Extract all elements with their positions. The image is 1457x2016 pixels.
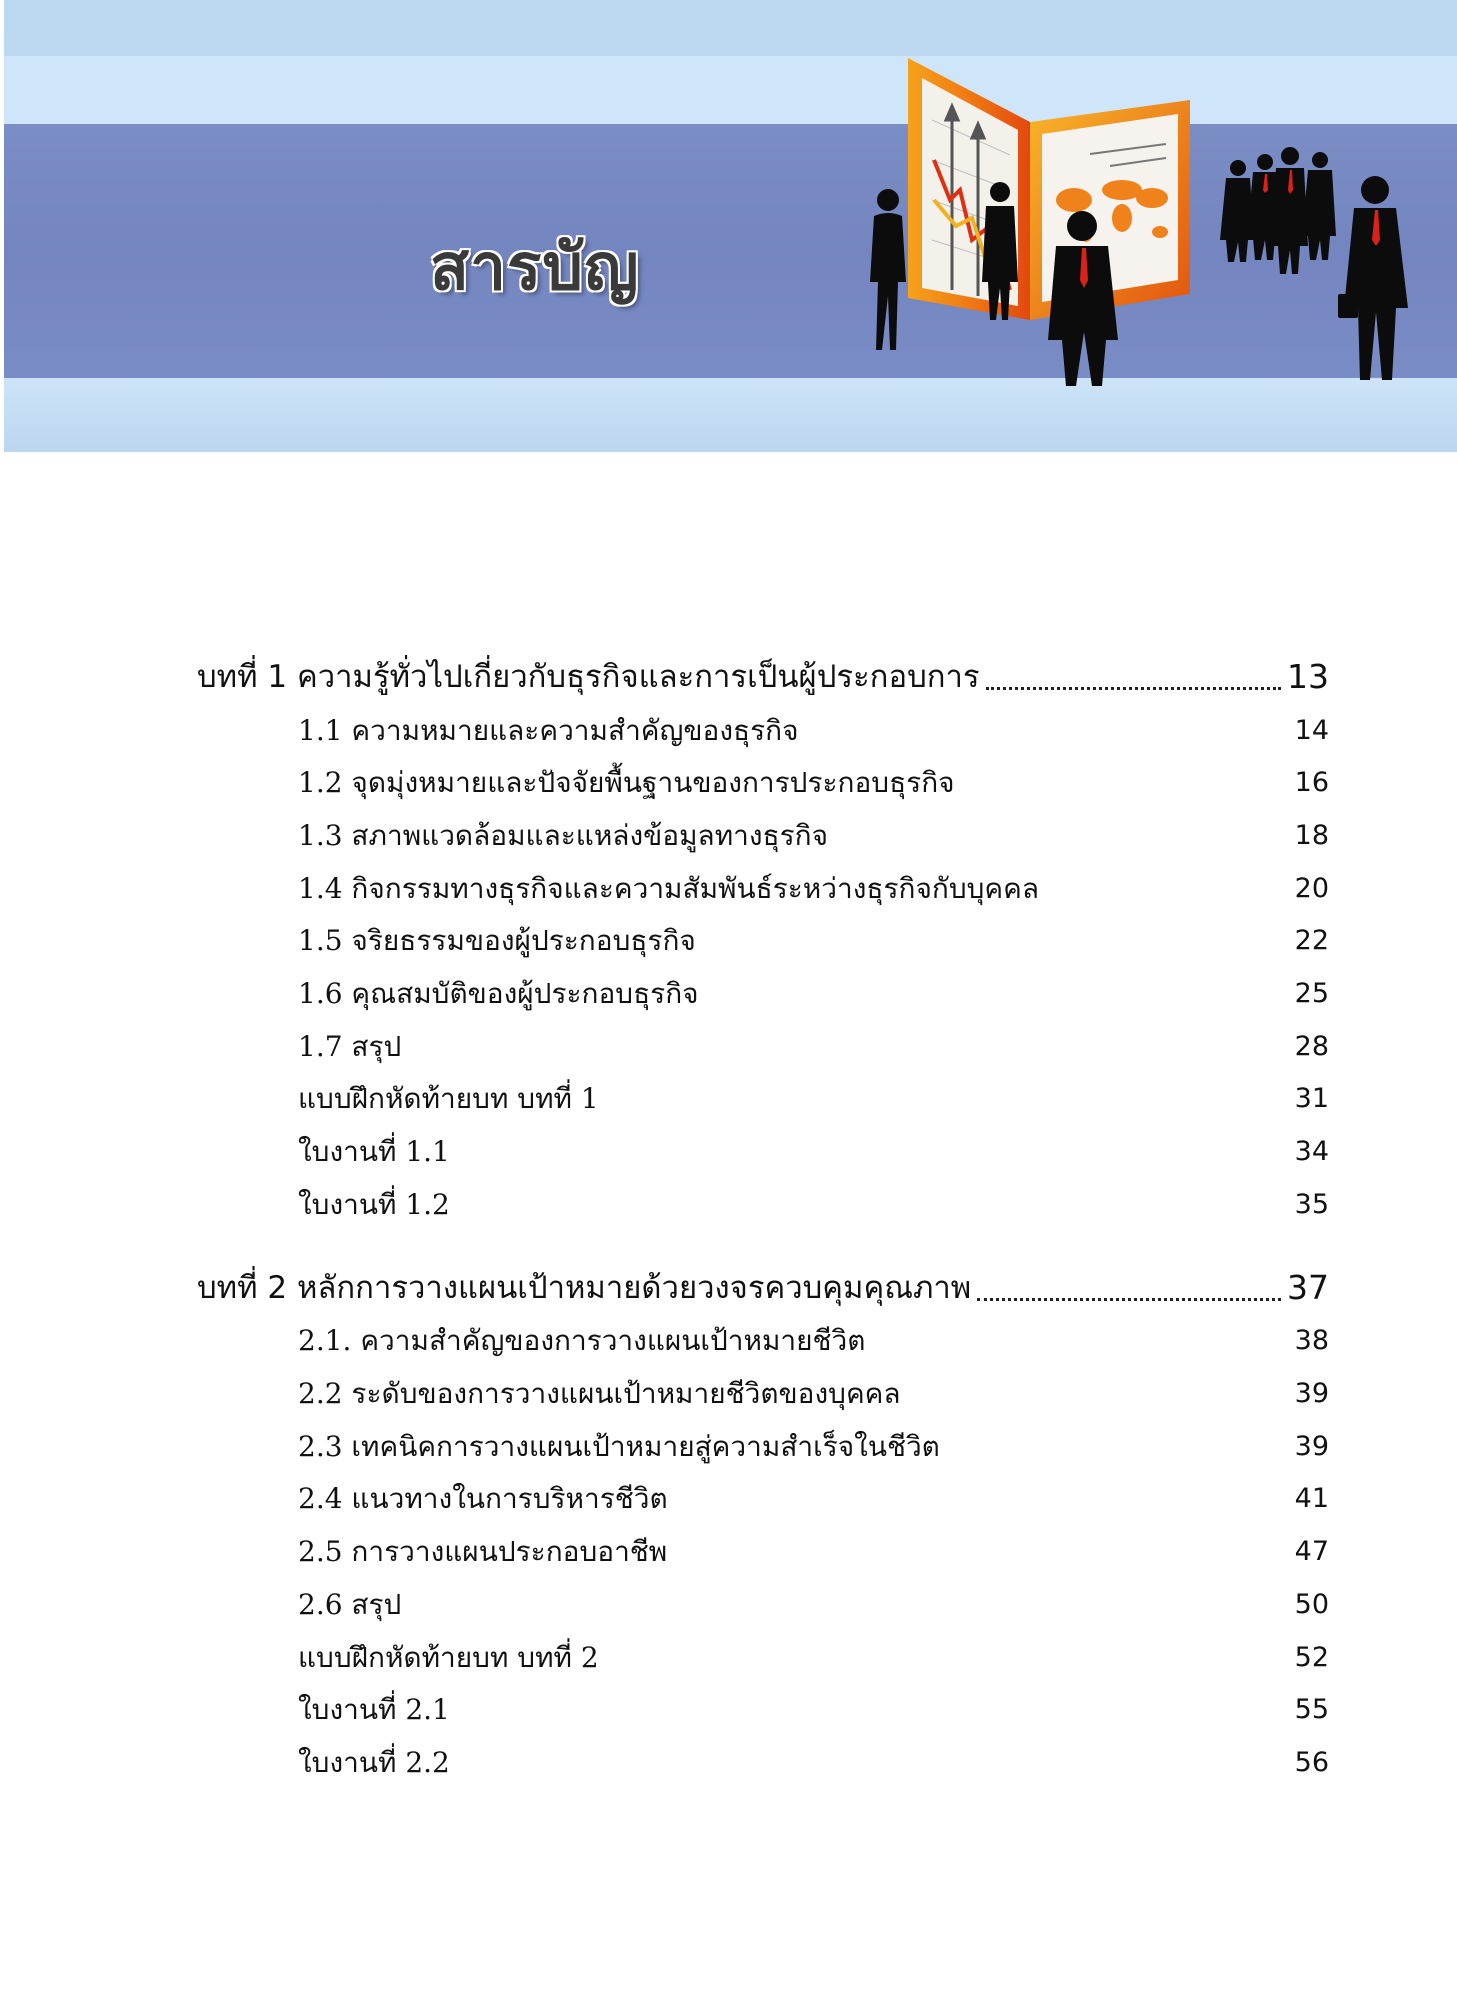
toc-item-label: แบบฝึกหัดท้ายบท บทที่ 1 bbox=[298, 1082, 599, 1115]
toc-item[interactable] bbox=[0, 1738, 1457, 1788]
dot-leader bbox=[977, 1298, 1281, 1301]
toc-item[interactable] bbox=[0, 1180, 1457, 1230]
toc-item[interactable] bbox=[0, 1127, 1457, 1177]
toc-item-label: 2.3 เทคนิคการวางแผนเป้าหมายสู่ความสำเร็จในชีวิต bbox=[298, 1430, 940, 1463]
toc-item-label: 1.2 จุดมุ่งหมายและปัจจัยพื้นฐานของการประกอบธุรกิจ bbox=[298, 766, 955, 799]
dot-leader bbox=[986, 687, 1281, 690]
page-number: 50 bbox=[1294, 1589, 1329, 1620]
toc-item-label: 1.3 สภาพแวดล้อมและแหล่งข้อมูลทางธุรกิจ bbox=[298, 819, 829, 852]
toc-item[interactable] bbox=[0, 1074, 1457, 1124]
toc-item-label: ใบงานที่ 2.2 bbox=[298, 1746, 450, 1779]
toc-chapter-1[interactable] bbox=[0, 652, 1457, 702]
toc-item-label: 2.4 แนวทางในการบริหารชีวิต bbox=[298, 1482, 668, 1515]
toc-item[interactable] bbox=[0, 1422, 1457, 1472]
business-people-illustration bbox=[860, 50, 1420, 410]
page-number: 47 bbox=[1294, 1536, 1329, 1567]
page-number: 38 bbox=[1294, 1325, 1329, 1356]
page-number: 14 bbox=[1294, 715, 1329, 746]
toc-item-label: ใบงานที่ 1.2 bbox=[298, 1188, 450, 1221]
page-number: 52 bbox=[1294, 1642, 1329, 1673]
page-number: 39 bbox=[1294, 1378, 1329, 1409]
toc-item[interactable] bbox=[0, 1369, 1457, 1419]
toc-item[interactable] bbox=[0, 1685, 1457, 1735]
chapter-title: บทที่ 1 ความรู้ทั่วไปเกี่ยวกับธุรกิจและการเป็นผู้ประกอบการ bbox=[197, 659, 980, 695]
page-number: 22 bbox=[1294, 925, 1329, 956]
page-number: 55 bbox=[1294, 1694, 1329, 1725]
page-title: สารบัญ bbox=[430, 231, 640, 305]
toc-item[interactable] bbox=[0, 1022, 1457, 1072]
toc-item-label: 1.6 คุณสมบัติของผู้ประกอบธุรกิจ bbox=[298, 977, 699, 1010]
page-number: 41 bbox=[1294, 1483, 1329, 1514]
toc-item-label: 1.7 สรุป bbox=[298, 1030, 402, 1063]
toc-item-label: ใบงานที่ 2.1 bbox=[298, 1693, 450, 1726]
toc-chapter-2[interactable] bbox=[0, 1263, 1457, 1313]
toc-item[interactable] bbox=[0, 811, 1457, 861]
toc-item-label: 1.4 กิจกรรมทางธุรกิจและความสัมพันธ์ระหว่างธุรกิจกับบุคคล bbox=[298, 872, 1039, 905]
toc-item-label: แบบฝึกหัดท้ายบท บทที่ 2 bbox=[298, 1641, 599, 1674]
page-number: 16 bbox=[1294, 767, 1329, 798]
page-number: 31 bbox=[1294, 1083, 1329, 1114]
page-number: 35 bbox=[1294, 1189, 1329, 1220]
toc-item[interactable] bbox=[0, 969, 1457, 1019]
toc-item[interactable] bbox=[0, 1633, 1457, 1683]
toc-item-label: 1.5 จริยธรรมของผู้ประกอบธุรกิจ bbox=[298, 924, 696, 957]
page-number: 13 bbox=[1287, 657, 1329, 696]
toc-item[interactable] bbox=[0, 1316, 1457, 1366]
page-number: 39 bbox=[1294, 1431, 1329, 1462]
page-number: 56 bbox=[1294, 1747, 1329, 1778]
toc-item-label: 2.5 การวางแผนประกอบอาชีพ bbox=[298, 1535, 668, 1568]
page-number: 25 bbox=[1294, 978, 1329, 1009]
toc-item[interactable] bbox=[0, 706, 1457, 756]
page-number: 28 bbox=[1294, 1031, 1329, 1062]
page-number: 34 bbox=[1294, 1136, 1329, 1167]
toc-item-label: 1.1 ความหมายและความสำคัญของธุรกิจ bbox=[298, 714, 799, 747]
toc-item[interactable] bbox=[0, 916, 1457, 966]
page-number: 37 bbox=[1287, 1268, 1329, 1307]
toc-item-label: ใบงานที่ 1.1 bbox=[298, 1135, 450, 1168]
page-number: 20 bbox=[1294, 873, 1329, 904]
toc-item[interactable] bbox=[0, 1580, 1457, 1630]
toc-item[interactable] bbox=[0, 1474, 1457, 1524]
chapter-title: บทที่ 2 หลักการวางแผนเป้าหมายด้วยวงจรควบคุมคุณภาพ bbox=[197, 1270, 972, 1306]
toc-item[interactable] bbox=[0, 864, 1457, 914]
toc-item-label: 2.2 ระดับของการวางแผนเป้าหมายชีวิตของบุคคล bbox=[298, 1377, 901, 1410]
toc-item-label: 2.1. ความสำคัญของการวางแผนเป้าหมายชีวิต bbox=[298, 1324, 866, 1357]
toc-item[interactable] bbox=[0, 1527, 1457, 1577]
toc-item-label: 2.6 สรุป bbox=[298, 1588, 402, 1621]
page-number: 18 bbox=[1294, 820, 1329, 851]
toc-item[interactable] bbox=[0, 758, 1457, 808]
